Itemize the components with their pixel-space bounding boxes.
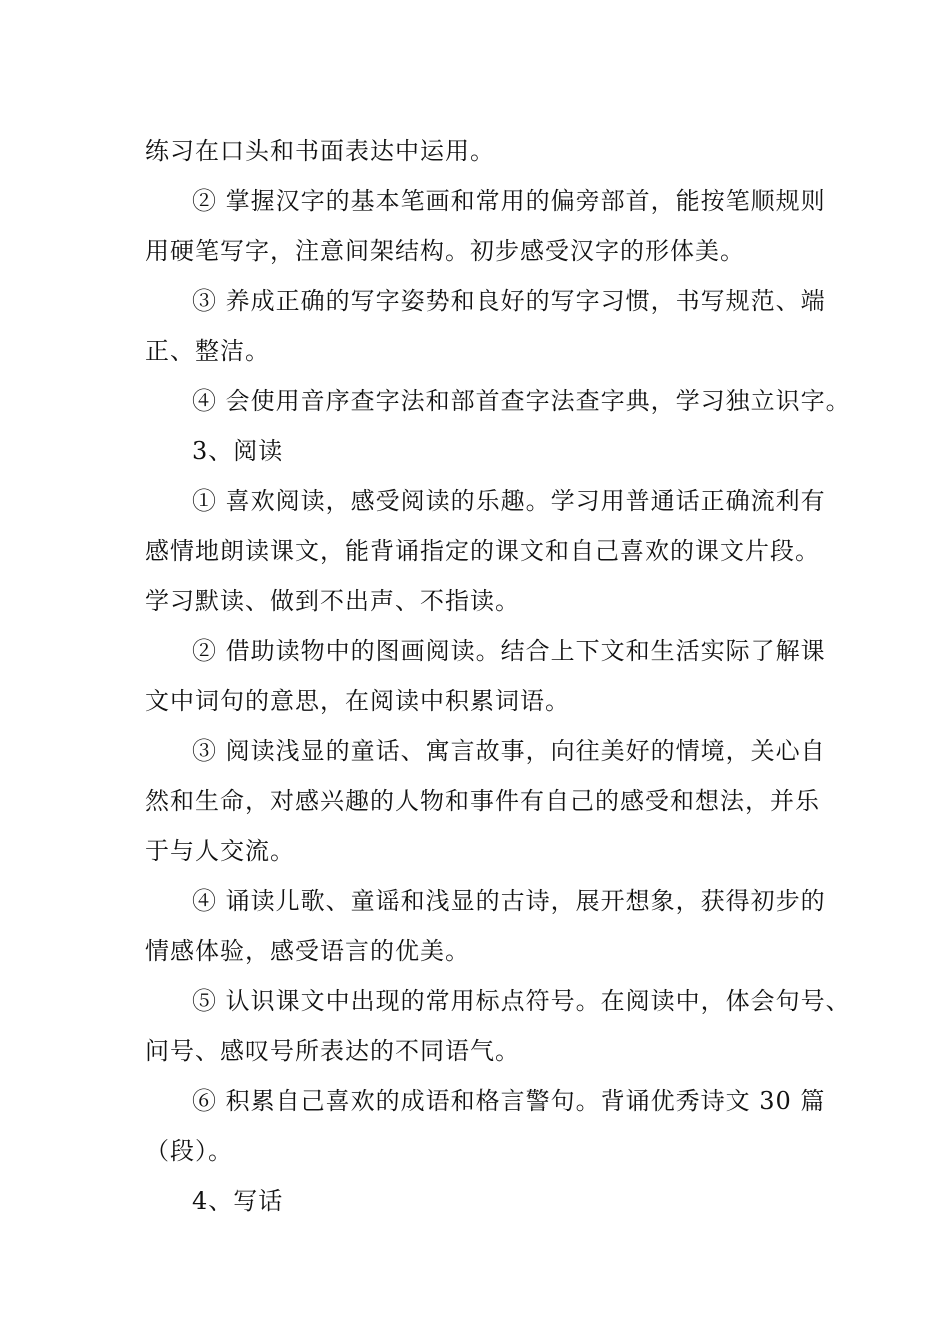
text-line: 情感体验，感受语言的优美。 xyxy=(145,937,470,965)
text-line: ② 掌握汉字的基本笔画和常用的偏旁部首，能按笔顺规则 xyxy=(192,187,826,215)
text-line: 然和生命，对感兴趣的人物和事件有自己的感受和想法，并乐 xyxy=(145,787,820,815)
text-line: ④ 会使用音序查字法和部首查字法查字典，学习独立识字。 xyxy=(192,387,851,415)
text-line: 学习默读、做到不出声、不指读。 xyxy=(145,587,520,615)
text-line: ⑥ 积累自己喜欢的成语和格言警句。背诵优秀诗文 30 篇 xyxy=(192,1087,826,1115)
text-line: 用硬笔写字，注意间架结构。初步感受汉字的形体美。 xyxy=(145,237,745,265)
text-line: （段）。 xyxy=(145,1137,233,1165)
text-line: 文中词句的意思，在阅读中积累词语。 xyxy=(145,687,570,715)
section-heading: 3、阅读 xyxy=(192,437,284,465)
text-line: ⑤ 认识课文中出现的常用标点符号。在阅读中，体会句号、 xyxy=(192,987,851,1015)
text-line: 于与人交流。 xyxy=(145,837,295,865)
text-line: ② 借助读物中的图画阅读。结合上下文和生活实际了解课 xyxy=(192,637,826,665)
section-heading: 4、写话 xyxy=(192,1187,284,1215)
text-line: 感情地朗读课文，能背诵指定的课文和自己喜欢的课文片段。 xyxy=(145,537,820,565)
text-line: 问号、感叹号所表达的不同语气。 xyxy=(145,1037,520,1065)
text-line: ④ 诵读儿歌、童谣和浅显的古诗，展开想象，获得初步的 xyxy=(192,887,826,915)
text-line: 练习在口头和书面表达中运用。 xyxy=(145,137,495,165)
text-line: ③ 养成正确的写字姿势和良好的写字习惯，书写规范、端 xyxy=(192,287,826,315)
text-line: ③ 阅读浅显的童话、寓言故事，向往美好的情境，关心自 xyxy=(192,737,826,765)
text-line: ① 喜欢阅读，感受阅读的乐趣。学习用普通话正确流利有 xyxy=(192,487,826,515)
text-line: 正、整洁。 xyxy=(145,337,270,365)
